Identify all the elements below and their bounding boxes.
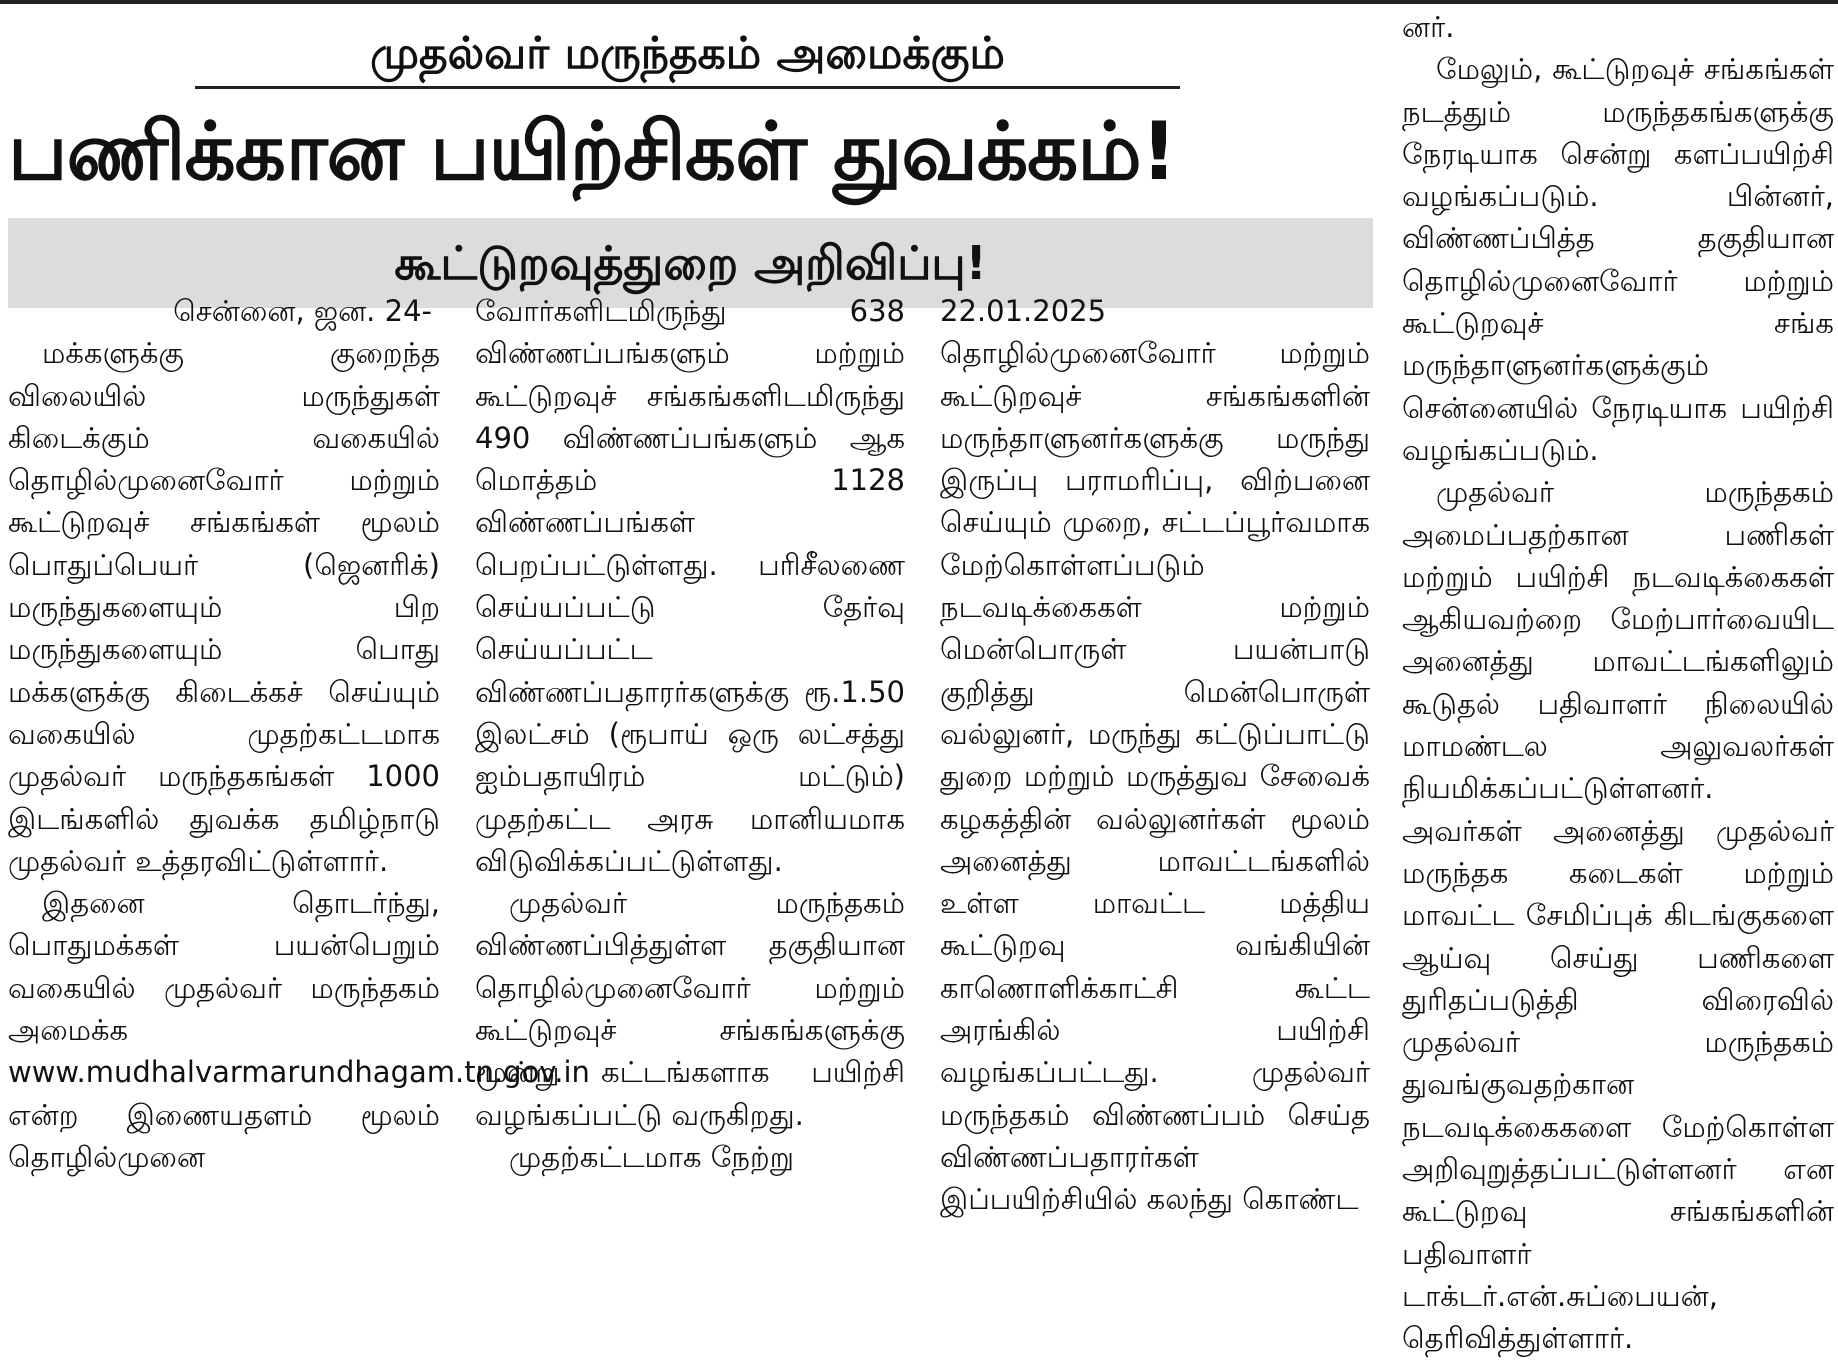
article-column-4 [1402,6,1834,1356]
top-border-line [0,0,1838,4]
article-column-3 [940,290,1370,1318]
paragraph: னர். [1402,10,1455,44]
main-headline: பணிக்கான பயிற்சிகள் துவக்கம்! [8,105,1177,198]
paragraph: வோர்களிடமிருந்து 638 விண்ணப்பங்களும் மற்றும் கூட்டுறவுச் சங்கங்களிடமிருந்து 490 விண்ணப்பங்களும் ஆக மொத்தம் 1128 விண்ணப்பங்கள் பெறப்பட்டுள்ளது. பரிசீலணை செய்யப்பட்டு தேர்வு செய்யப்பட்ட விண்ணப்பதாரர்களுக்கு ரூ.1.50 இலட்சம் (ரூபாய் ஒரு லட்சத்து ஐம்பதாயிரம் மட்டும்) முதற்கட்ட அரசு மானியமாக விடுவிக்கப்பட்டுள்ளது. [475,294,905,878]
kicker-headline: முதல்வர் மருந்தகம் அமைக்கும் [370,28,1005,79]
paragraph: முதல்வர் மருந்தகம் அமைப்பதற்கான பணிகள் மற்றும் பயிற்சி நடவடிக்கைகள் ஆகியவற்றை மேற்பார்வையிட அனைத்து மாவட்டங்களிலும் கூடுதல் பதிவாளர் நிலையில் மாமண்டல அலுவலர்கள் நியமிக்கப்பட்டுள்ளனர். அவர்கள் அனைத்து முதல்வர் மருந்தக கடைகள் மற்றும் மாவட்ட சேமிப்புக் கிடங்குகளை ஆய்வு செய்து பணிகளை துரிதப்படுத்தி விரைவில் முதல்வர் மருந்தகம் துவங்குவதற்கான நடவடிக்கைகளை மேற்கொள்ள அறிவுறுத்தப்பட்டுள்ளனர் என கூட்டுறவு சங்கங்களின் பதிவாளர் டாக்டர்.என்.சுப்பையன், தெரிவித்துள்ளார். [1402,475,1834,1356]
kicker-underline [195,86,1180,89]
subheadline: கூட்டுறவுத்துறை அறிவிப்பு! [394,236,987,290]
article-column-1 [8,290,590,1318]
paragraph: முதல்வர் மருந்தகம் விண்ணப்பித்துள்ள தகுதியான தொழில்முனைவோர் மற்றும் கூட்டுறவுச் சங்கங்களுக்கு மூன்று கட்டங்களாக பயிற்சி வழங்கப்பட்டு வருகிறது. [475,886,905,1132]
dateline: சென்னை, ஜன. 24- [173,294,432,328]
paragraph: மேலும், கூட்டுறவுச் சங்கங்கள் நடத்தும் மருந்தகங்களுக்கு நேரடியாக சென்று களப்பயிற்சி வழங்கப்படும். பின்னர், விண்ணப்பித்த தகுதியான தொழில்முனைவோர் மற்றும் கூட்டுறவுச் சங்க மருந்தாளுனர்களுக்கும் சென்னையில் நேரடியாக பயிற்சி வழங்கப்படும். [1402,52,1834,467]
paragraph: இதனை தொடர்ந்து, பொதுமக்கள் பயன்பெறும் வகையில் முதல்வர் மருந்தகம் அமைக்க www.mudhalvarmarundhagam.tn.gov.in என்ற இணையதளம் மூலம் தொழில்முனை [8,886,590,1174]
paragraph: முதற்கட்டமாக நேற்று [509,1139,794,1174]
paragraph: மக்களுக்கு குறைந்த விலையில் மருந்துகள் கிடைக்கும் வகையில் தொழில்முனைவோர் மற்றும் கூட்டுறவுச் சங்கங்கள் மூலம் பொதுப்பெயர் (ஜெனரிக்) மருந்துகளையும் பிற மருந்துகளையும் பொது மக்களுக்கு கிடைக்கச் செய்யும் வகையில் முதற்கட்டமாக முதல்வர் மருந்தகங்கள் 1000 இடங்களில் துவக்க தமிழ்நாடு முதல்வர் உத்தரவிட்டுள்ளார். [8,336,440,878]
article-column-2 [475,290,905,1318]
paragraph: 22.01.2025 தொழில்முனைவோர் மற்றும் கூட்டுறவுச் சங்கங்களின் மருந்தாளுனர்களுக்கு மருந்து இருப்பு பராமரிப்பு, விற்பனை செய்யும் முறை, சட்டப்பூர்வமாக மேற்கொள்ளப்படும் நடவடிக்கைகள் மற்றும் மென்பொருள் பயன்பாடு குறித்து மென்பொருள் வல்லுனர், மருந்து கட்டுப்பாட்டு துறை மற்றும் மருத்துவ சேவைக் கழகத்தின் வல்லுனர்கள் மூலம் அனைத்து மாவட்டங்களில் உள்ள மாவட்ட மத்திய கூட்டுறவு வங்கியின் காணொளிக்காட்சி கூட்ட அரங்கில் பயிற்சி வழங்கப்பட்டது. முதல்வர் மருந்தகம் விண்ணப்பம் செய்த விண்ணப்பதாரர்கள் இப்பயிற்சியில் கலந்து கொண்ட [940,294,1370,1217]
